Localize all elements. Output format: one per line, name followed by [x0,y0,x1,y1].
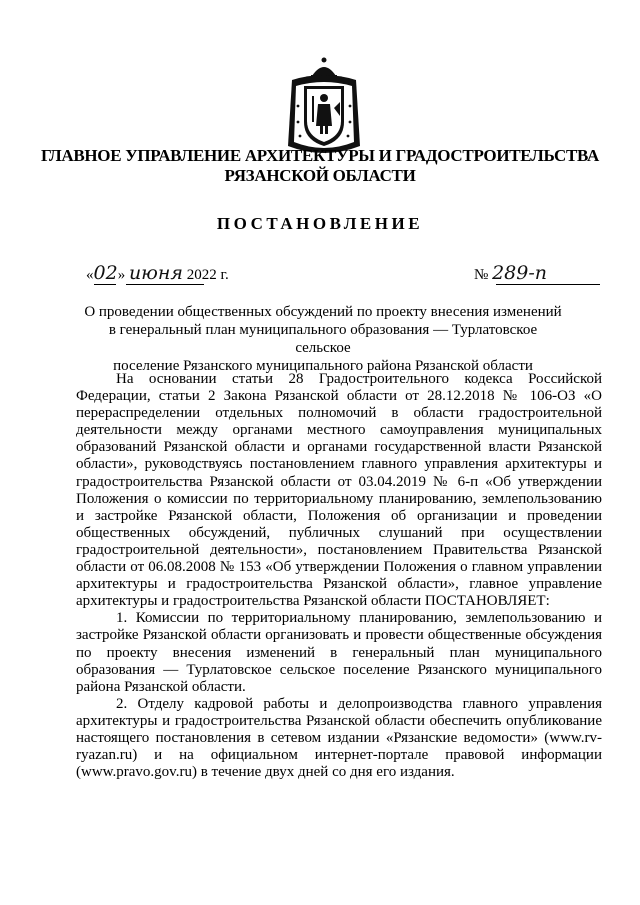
date-year: 2022 г. [186,267,229,283]
number-value: 289-п [492,262,547,284]
document-date [86,262,286,292]
date-month: июня [128,262,183,284]
number-label: № [474,267,489,283]
organization-title-line2: РЯЗАНСКОЙ ОБЛАСТИ [224,166,416,185]
number-underline [496,284,600,285]
item-2-paragraph: 2. Отделу кадровой работы и делопроизводства главного управления архитектуры и градостроительства Рязанской области обеспечить опубликование настоящего постановления в сетевом издании «Рязанские ведомости» (www.rv-ryazan.ru) и на официальном интернет-портале правовой информации (www.pravo.gov.ru) в течение двух дней со дня его издания. [76,695,602,781]
preamble-paragraph: На основании статьи 28 Градостроительного кодекса Российской Федерации, статьи 2 Закона Рязанской области от 28.12.2018 № 106-ОЗ «О перераспределении отдельных полномочий в области градостроительной деятельности между органами местного самоуправления муниципальных образований Рязанской области и органами государственной власти Рязанской области», руководствуясь постановлением главного управления архитектуры и градостроительства Рязанской области от 03.04.2019 № 6-п «Об утверждении Положения о комиссии по территориальному планированию, землепользованию и застройке Рязанской области, Положения об организации и проведении общественных обсуждений, публичных слушаний при осуществлении градостроительной деятельности», постановлением Правительства Рязанской области от 06.08.2008 № 153 «Об утверждении Положения о главном управлении архитектуры и градостроительства Рязанской области», главное управление архитектуры и градостроительства Рязанской области ПОСТАНОВЛЯЕТ: [76,371,602,610]
document-number [474,262,604,292]
date-month-underline [126,284,204,285]
item-1-paragraph: 1. Комиссии по территориальному планированию, землепользованию и застройке Рязанской области организовать и провести общественные обсуждения по проекту внесения изменений в генеральный план муниципального образования — Турлатовское сельское поселение Рязанского муниципального района Рязанской области. [76,610,602,695]
organization-title-line1: ГЛАВНОЕ УПРАВЛЕНИЕ АРХИТЕКТУРЫ И ГРАДОСТРОИТЕЛЬСТВА [41,146,599,165]
ryazan-coat-of-arms-icon [282,56,366,160]
date-open-quote: « [86,267,94,283]
date-day-underline [94,284,116,285]
document-body [76,371,602,781]
subject-line1: О проведении общественных обсуждений по проекту внесения изменений [84,304,562,320]
organization-title [0,146,640,186]
date-day: 02 [93,262,118,284]
document-type: ПОСТАНОВЛЕНИЕ [216,214,424,233]
subject-line3: поселение Рязанского муниципального района Рязанской области [113,358,533,374]
date-close-quote: » [117,267,126,283]
subject-line2: в генеральный план муниципального образования — Турлатовское сельское [108,322,538,356]
document-subject [80,303,566,375]
